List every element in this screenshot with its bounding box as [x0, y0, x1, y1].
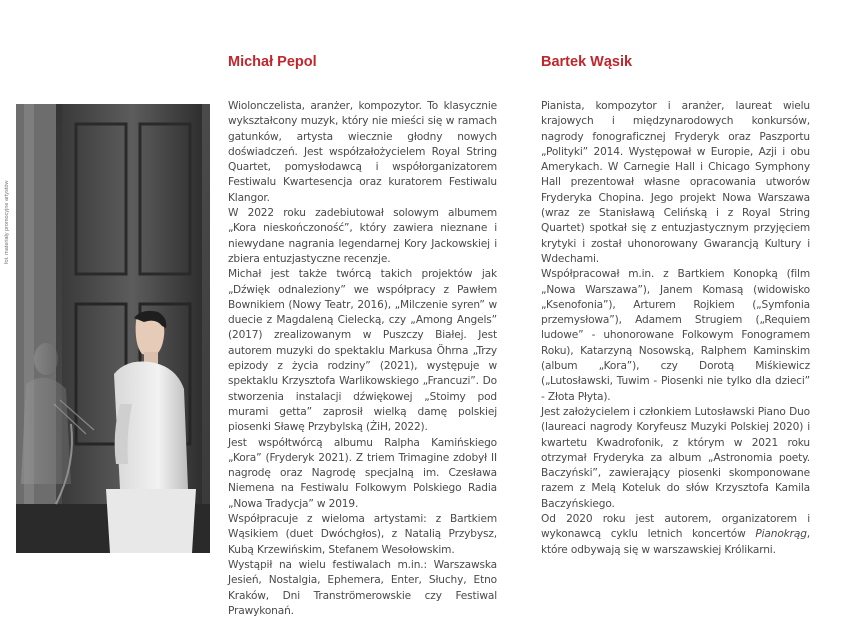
- bio-paragraph: Współpracował m.in. z Bartkiem Konopką (film „Nowa Warszawa”), Janem Komasą (widowisko „Ksenofonia”), Arturem Rojkiem („Symfonia przemysłowa”), Adamem Strugiem („Requiem ludowe” - uhonorowane Folkowym Fonogramem Roku), Katarzyną Nosowską, Ralphem Kaminskim (album „Kora”), czy Dorotą Miśkiewicz („Lutosławski, Tuwim - Piosenki nie tylko dla dzieci” - Złota Płyta).: [541, 268, 810, 403]
- artist-name-bartek-wasik: Bartek Wąsik: [541, 54, 633, 70]
- bio-paragraph: Jest współtwórcą albumu Ralpha Kamińskiego „Kora” (Fryderyk 2021). Z triem Trimagine zdobył II nagrodę oraz Nagrodę specjalną im. Czesława Niemena na Festiwalu Folkowym Polskiego Radia „Nowa Tradycja” w 2019.: [228, 436, 497, 510]
- bio-column-michal-pepol: [228, 99, 497, 619]
- bio-paragraph-last: [541, 512, 810, 558]
- bio-paragraph: Współpracuje z wieloma artystami: z Bartkiem Wąsikiem (duet Dwóchgłos), z Natalią Przybysz, Kubą Krzewińskim, Stefanem Wesołowskim.: [228, 513, 497, 556]
- photo-credit: fot. materiały promocyjne artystów: [4, 180, 10, 264]
- concert-series-name: Pianokrąg: [755, 528, 807, 541]
- bio-text: Od 2020 roku jest autorem, organizatorem i wykonawcą cyklu letnich koncertów: [541, 513, 810, 541]
- bio-paragraph: Wystąpił na wielu festiwalach m.in.: Warszawska Jesień, Nostalgia, Ephemera, Enter, Słuchy, Etno Kraków, Dni Tranströmerowskie czy Festiwal Prawykonań.: [228, 558, 497, 617]
- bio-paragraph: Wiolonczelista, aranżer, kompozytor. To klasycznie wykształcony muzyk, który nie mieści się w ramach gatunków, artysta wiecznie głodny nowych doświadczeń. Jest współzałożycielem Royal String Quartet, pomysłodawcą i współorganizatorem Festiwalu Kwartesencja oraz kuratorem Festiwalu Klangor.: [228, 100, 497, 204]
- artist-name-michal-pepol: Michał Pepol: [228, 54, 317, 70]
- artists-photo: [16, 104, 210, 553]
- artists-photo-image: [16, 104, 210, 553]
- bio-paragraph: Pianista, kompozytor i aranżer, laureat wielu krajowych i międzynarodowych konkursów, nagrody fonograficznej Fryderyk oraz Paszportu „Polityki” 2014. Występował w Europie, Azji i obu Amerykach. W Carnegie Hall i Chicago Symphony Hall prezentował własne opracowania utworów Fryderyka Chopina. Jego projekt Nowa Warszawa (wraz ze Stanisławą Celińską i z Royal String Quartet) spotkał się z entuzjastycznym przyjęciem krytyki i został uhonorowany Gwarancją Kultury i Wdechami.: [541, 100, 810, 265]
- bio-paragraph: Jest założycielem i członkiem Lutosławski Piano Duo (laureaci nagrody Koryfeusz Muzyki Polskiej 2020) i kwartetu Kwadrofonik, z którym w 2021 roku otrzymał Fryderyka za album „Astronomia poety. Baczyński”, zawierający piosenki skomponowane razem z Melą Koteluk do słów Krzysztofa Kamila Baczyńskiego.: [541, 405, 810, 510]
- bio-paragraph: Michał jest także twórcą takich projektów jak „Dźwięk odnaleziony” we współpracy z Pawłem Bownikiem (Nowy Teatr, 2016), „Milczenie syren” w duecie z Magdaleną Cielecką, czy „Among Angels” (2017) zrealizowanym w Puszczy Białej. Jest autorem muzyki do spektaklu Markusa Öhrna „Trzy epizody z życia rodziny” (2021), występuje w spektaklu Krzysztofa Warlikowskiego „Francuzi”. Do stworzenia instalacji dźwiękowej „Stoimy pod murami getta” zaprosił wielką damę polskiej piosenki Sławę Przybylską (ŻiH, 2022).: [228, 268, 497, 434]
- bio-paragraph: W 2022 roku zadebiutował solowym albumem „Kora nieskończoność”, który zawiera nieznane i niewydane nagrania legendarnej Kory Jackowskiej i zbiera entuzjastyczne recenzje.: [228, 207, 497, 265]
- bio-text: , które odbywają się w warszawskiej Królikarni.: [541, 528, 810, 556]
- bio-column-bartek-wasik: [541, 99, 810, 558]
